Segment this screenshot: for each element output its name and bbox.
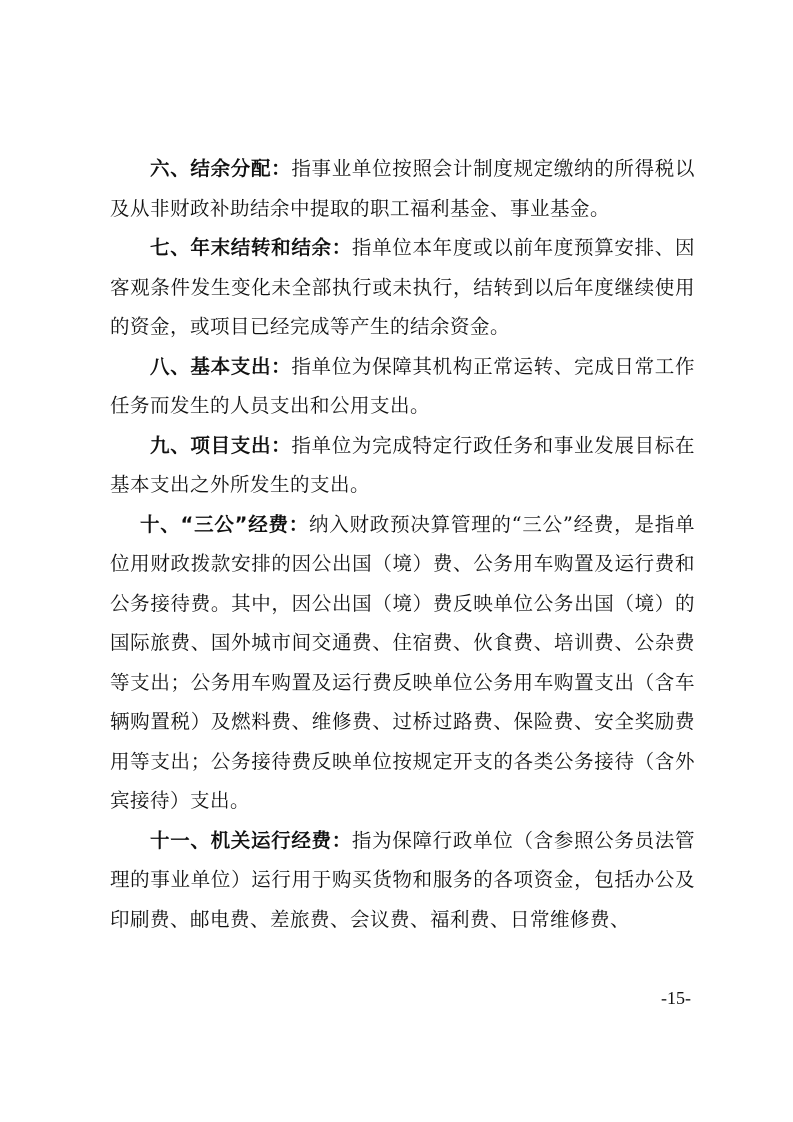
term-definition: 指单位本年度或以前年度预算安排、因客观条件发生变化未全部执行或未执行，结转到以后年度继续使用的资金，或项目已经完成等产生的结余资金。 <box>110 236 695 338</box>
term-heading: 十一、机关运行经费： <box>150 828 352 852</box>
paragraph-year-end-carryover <box>110 228 695 347</box>
term-definition: 指单位为完成特定行政任务和事业发展目标在基本支出之外所发生的支出。 <box>110 433 695 496</box>
term-heading: 九、项目支出： <box>150 433 292 457</box>
document-body <box>110 149 695 939</box>
term-definition: 纳入财政预决算管理的“三公”经费，是指单位用财政拨款安排的因公出国（境）费、公务用车购置及运行费和公务接待费。其中，因公出国（境）费反映单位公务出国（境）的国际旅费、国外城市间交通费、住宿费、伙食费、培训费、公杂费等支出；公务用车购置及运行费反映单位公务用车购置支出（含车辆购置税）及燃料费、维修费、过桥过路费、保险费、安全奖励费用等支出；公务接待费反映单位按规定开支的各类公务接待（含外宾接待）支出。 <box>110 512 695 812</box>
term-definition: 指为保障行政单位（含参照公务员法管理的事业单位）运行用于购买货物和服务的各项资金，包括办公及印刷费、邮电费、差旅费、会议费、福利费、日常维修费、 <box>110 828 695 931</box>
paragraph-agency-operating-funds <box>110 821 695 940</box>
page-number: -15- <box>661 988 691 1008</box>
term-heading: 七、年末结转和结余： <box>150 236 352 259</box>
term-heading: 八、基本支出： <box>150 354 292 378</box>
term-definition: 指单位为保障其机构正常运转、完成日常工作任务而发生的人员支出和公用支出。 <box>110 354 695 417</box>
paragraph-basic-expenditure <box>110 347 695 426</box>
paragraph-project-expenditure <box>110 426 695 505</box>
paragraph-three-public-expenses <box>110 505 695 821</box>
term-heading: 十、“三公”经费： <box>140 512 310 536</box>
term-heading: 六、结余分配： <box>150 157 292 180</box>
paragraph-surplus-distribution <box>110 149 695 228</box>
term-definition: 指事业单位按照会计制度规定缴纳的所得税以及从非财政补助结余中提取的职工福利基金、事业基金。 <box>110 157 695 220</box>
